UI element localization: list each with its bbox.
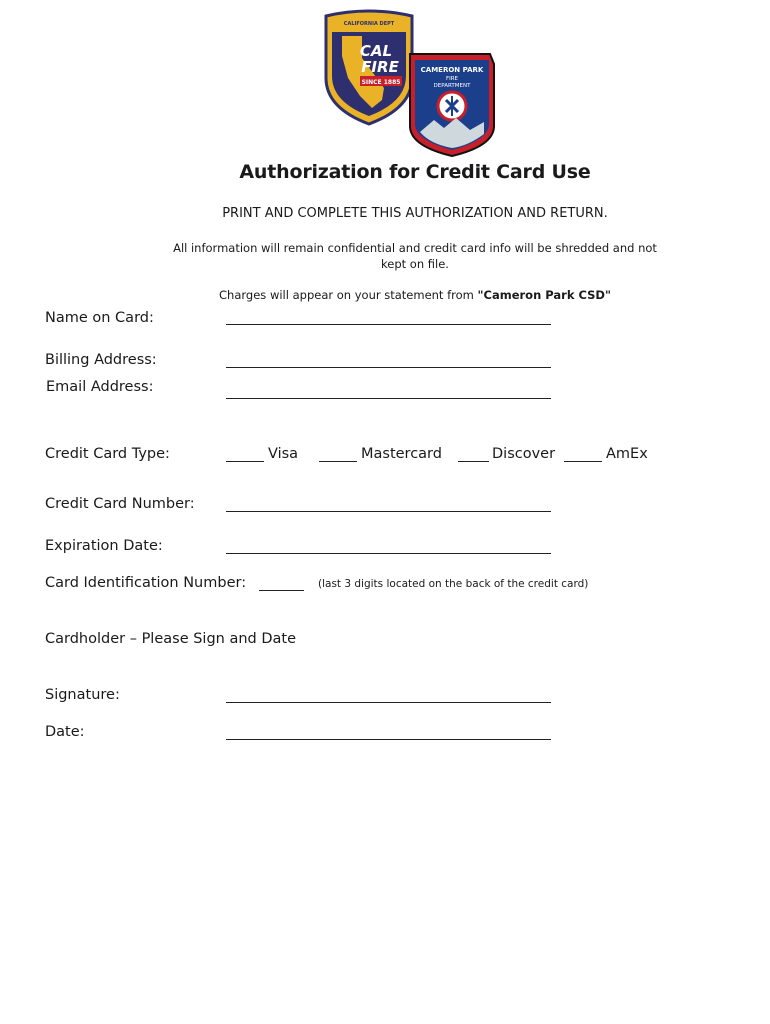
name-on-card-field[interactable] <box>226 324 551 325</box>
visa-checkbox-line[interactable] <box>226 461 264 462</box>
date-field[interactable] <box>226 739 551 740</box>
cal-fire-fire-text: FIRE <box>361 58 399 76</box>
logos <box>318 8 498 158</box>
signature-field[interactable] <box>226 702 551 703</box>
charges-note <box>0 288 770 302</box>
svg-text:DEPARTMENT: DEPARTMENT <box>433 83 471 89</box>
credit-card-number-field[interactable] <box>226 511 551 512</box>
card-type-discover: Discover <box>492 446 556 462</box>
card-id-note: (last 3 digits located on the back of the credit card) <box>318 578 589 590</box>
signature-label: Signature: <box>45 687 120 703</box>
svg-text:CAMERON PARK: CAMERON PARK <box>420 66 484 74</box>
cardholder-heading: Cardholder – Please Sign and Date <box>45 631 297 647</box>
charges-prefix: Charges will appear on your statement from <box>219 288 478 302</box>
email-address-label: Email Address: <box>46 379 154 395</box>
svg-text:FIRE: FIRE <box>445 76 459 82</box>
card-id-number-label: Card Identification Number: <box>45 575 247 591</box>
card-id-number-field[interactable] <box>259 590 304 591</box>
svg-text:SINCE 1885: SINCE 1885 <box>361 79 401 86</box>
confidential-note: All information will remain confidential and credit card info will be shredded and not kept on file. <box>173 241 657 271</box>
charges-entity: "Cameron Park CSD" <box>477 288 611 302</box>
amex-checkbox-line[interactable] <box>564 461 602 462</box>
email-address-field[interactable] <box>226 398 551 399</box>
card-type-visa: Visa <box>268 446 299 462</box>
svg-text:CALIFORNIA DEPT: CALIFORNIA DEPT <box>343 21 395 27</box>
credit-card-number-label: Credit Card Number: <box>45 496 195 512</box>
expiration-date-label: Expiration Date: <box>45 538 163 554</box>
date-label: Date: <box>45 724 85 740</box>
mastercard-checkbox-line[interactable] <box>319 461 357 462</box>
page-title: Authorization for Credit Card Use <box>239 161 591 183</box>
instruction-text: PRINT AND COMPLETE THIS AUTHORIZATION AND RETURN. <box>222 206 608 221</box>
expiration-date-field[interactable] <box>226 553 551 554</box>
cal-fire-cal-text: CAL <box>359 42 393 60</box>
cal-fire-logo <box>326 11 412 124</box>
billing-address-field[interactable] <box>226 367 551 368</box>
card-type-amex: AmEx <box>606 446 648 462</box>
logos-graphic <box>318 8 498 158</box>
billing-address-label: Billing Address: <box>45 352 157 368</box>
cameron-park-logo <box>410 54 494 156</box>
discover-checkbox-line[interactable] <box>458 461 489 462</box>
name-on-card-label: Name on Card: <box>45 310 154 326</box>
card-type-mastercard: Mastercard <box>361 446 442 462</box>
credit-card-type-label: Credit Card Type: <box>45 446 170 462</box>
